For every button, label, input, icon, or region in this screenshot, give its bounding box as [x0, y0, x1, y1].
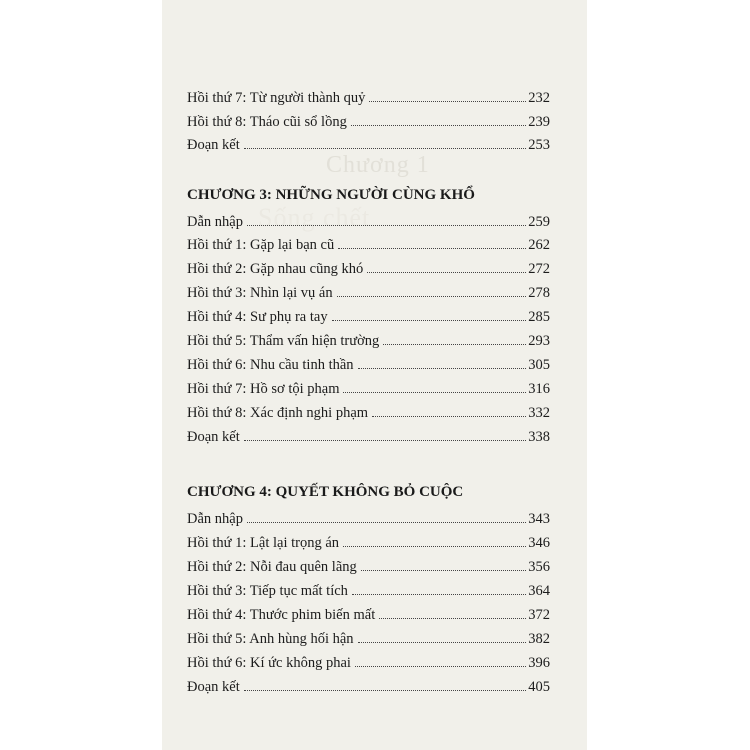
entry-title: Hồi thứ 8: Tháo cũi sổ lồng — [187, 114, 347, 130]
dot-leader — [383, 343, 526, 345]
entry-page: 305 — [528, 357, 550, 373]
toc-entry — [187, 581, 550, 601]
entry-page: 272 — [528, 261, 550, 277]
entry-page: 316 — [528, 381, 550, 397]
bleed-through-text: Sống chết — [258, 203, 371, 232]
toc-entry — [187, 533, 550, 553]
dot-leader — [244, 147, 527, 149]
entry-page: 232 — [528, 90, 550, 106]
dot-leader — [352, 593, 526, 595]
toc-entry — [187, 88, 550, 108]
entry-page: 338 — [528, 429, 550, 445]
entry-title: Hồi thứ 5: Anh hùng hối hận — [187, 631, 354, 647]
dot-leader — [355, 665, 526, 667]
entry-title: Hồi thứ 8: Xác định nghi phạm — [187, 405, 369, 421]
entry-page: 259 — [528, 214, 550, 230]
entry-title: Hồi thứ 2: Gặp nhau cũng khó — [187, 261, 364, 277]
entry-title: Dẫn nhập — [187, 214, 243, 230]
toc-entry — [187, 379, 550, 399]
chapter-heading: CHƯƠNG 3: NHỮNG NGƯỜI CÙNG KHỔ — [187, 187, 475, 203]
chapter-heading: CHƯƠNG 4: QUYẾT KHÔNG BỎ CUỘC — [187, 484, 464, 500]
entry-page: 293 — [528, 333, 550, 349]
dot-leader — [361, 569, 526, 571]
dot-leader — [367, 271, 526, 273]
toc-entry — [187, 307, 550, 327]
toc-entry — [187, 677, 550, 697]
dot-leader — [244, 689, 527, 691]
toc-entry — [187, 259, 550, 279]
entry-title: Hồi thứ 3: Tiếp tục mất tích — [187, 583, 348, 599]
dot-leader — [372, 415, 526, 417]
toc-entry — [187, 557, 550, 577]
entry-page: 285 — [528, 309, 550, 325]
toc-entry — [187, 112, 550, 132]
toc-entry — [187, 509, 550, 529]
entry-title: Hồi thứ 1: Lật lại trọng án — [187, 535, 340, 551]
toc-entry — [187, 629, 550, 649]
dot-leader — [332, 319, 527, 321]
entry-title: Hồi thứ 4: Sư phụ ra tay — [187, 309, 328, 325]
dot-leader — [358, 367, 527, 369]
toc-entry — [187, 653, 550, 673]
entry-title: Hồi thứ 4: Thước phim biến mất — [187, 607, 376, 623]
entry-title: Hồi thứ 7: Từ người thành quỷ — [187, 90, 366, 106]
entry-title: Hồi thứ 3: Nhìn lại vụ án — [187, 285, 333, 301]
entry-page: 396 — [528, 655, 550, 671]
entry-title: Hồi thứ 6: Nhu cầu tinh thần — [187, 357, 354, 373]
entry-page: 364 — [528, 583, 550, 599]
entry-page: 253 — [528, 137, 550, 153]
dot-leader — [338, 247, 526, 249]
dot-leader — [247, 521, 526, 523]
entry-title: Hồi thứ 2: Nỗi đau quên lãng — [187, 559, 357, 575]
entry-title: Đoạn kết — [187, 429, 240, 445]
entry-page: 278 — [528, 285, 550, 301]
toc-entry — [187, 605, 550, 625]
entry-page: 346 — [528, 535, 550, 551]
dot-leader — [247, 224, 526, 226]
entry-page: 356 — [528, 559, 550, 575]
dot-leader — [369, 100, 526, 102]
toc-entry — [187, 235, 550, 255]
toc-entry — [187, 355, 550, 375]
entry-title: Hồi thứ 5: Thẩm vấn hiện trường — [187, 333, 380, 349]
bleed-through-text: Chương 1 — [326, 152, 430, 178]
toc-entry — [187, 283, 550, 303]
entry-page: 405 — [528, 679, 550, 695]
entry-title: Đoạn kết — [187, 137, 240, 153]
dot-leader — [337, 295, 527, 297]
dot-leader — [244, 439, 527, 441]
entry-page: 372 — [528, 607, 550, 623]
entry-page: 332 — [528, 405, 550, 421]
dot-leader — [343, 545, 526, 547]
entry-page: 239 — [528, 114, 550, 130]
dot-leader — [379, 617, 526, 619]
toc-entry — [187, 212, 550, 232]
dot-leader — [358, 641, 527, 643]
entry-title: Hồi thứ 7: Hồ sơ tội phạm — [187, 381, 340, 397]
entry-page: 382 — [528, 631, 550, 647]
dot-leader — [343, 391, 526, 393]
entry-title: Hồi thứ 1: Gặp lại bạn cũ — [187, 237, 335, 253]
dot-leader — [351, 124, 526, 126]
entry-page: 262 — [528, 237, 550, 253]
entry-title: Hồi thứ 6: Kí ức không phai — [187, 655, 351, 671]
toc-entry — [187, 331, 550, 351]
toc-entry — [187, 135, 550, 155]
toc-entry — [187, 427, 550, 447]
entry-title: Dẫn nhập — [187, 511, 243, 527]
entry-title: Đoạn kết — [187, 679, 240, 695]
entry-page: 343 — [528, 511, 550, 527]
toc-entry — [187, 403, 550, 423]
